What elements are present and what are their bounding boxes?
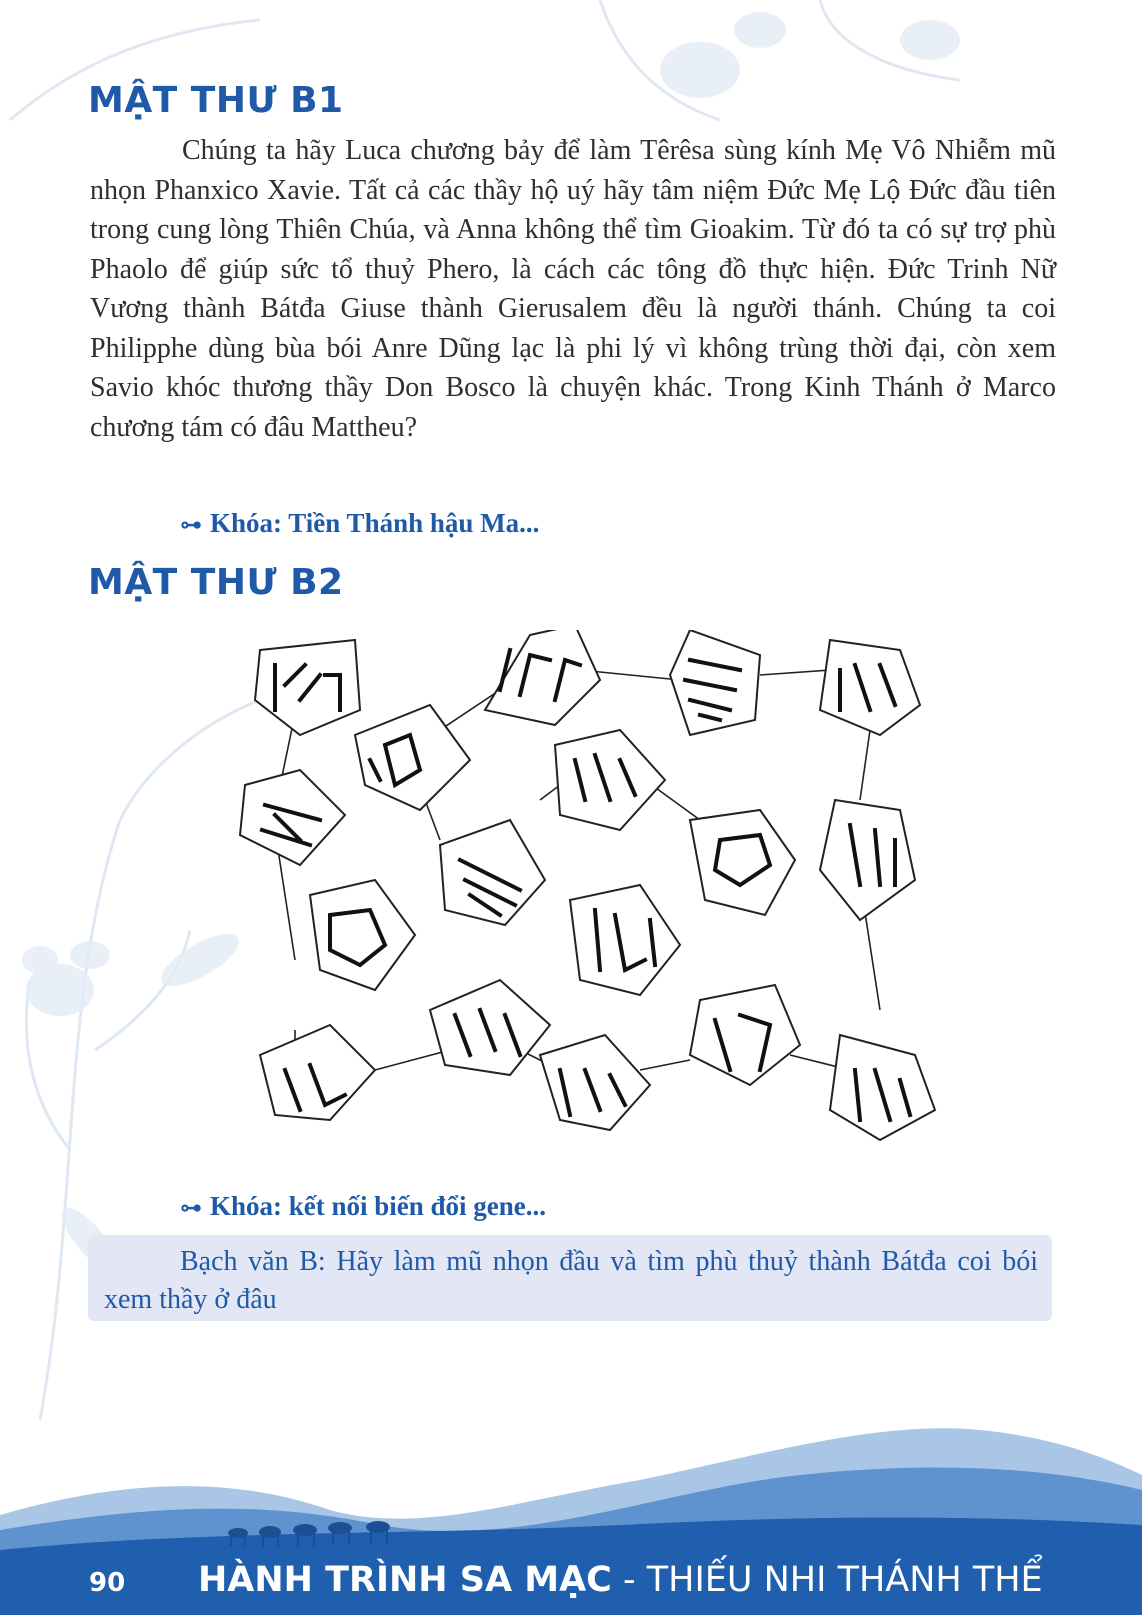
- key-icon: ⊶: [180, 1196, 202, 1221]
- footer-title-bold: HÀNH TRÌNH SA MẠC: [198, 1560, 612, 1600]
- key-icon: ⊶: [180, 513, 202, 538]
- section-title-b2: MẬT THƯ B2: [88, 562, 344, 603]
- footer-title-rest: - THIẾU NHI THÁNH THỂ: [611, 1560, 1043, 1600]
- answer-paragraph: [88, 1235, 1052, 1319]
- page-number: 90: [89, 1568, 126, 1598]
- key-hint-b1-text: Khóa: Tiền Thánh hậu Ma...: [210, 508, 540, 538]
- key-hint-b2: [180, 1191, 546, 1222]
- answer-text: Bạch văn B: Hãy làm mũ nhọn đầu và tìm phù thuỷ thành Bátđa coi bói xem thầy ở đâu: [104, 1246, 1038, 1315]
- cipher-body-b1: Chúng ta hãy Luca chương bảy để làm Têrêsa sùng kính Mẹ Vô Nhiễm mũ nhọn Phanxico Xavie. Tất cả các thầy hộ uý hãy tâm niệm Đức Mẹ Lộ Đức đầu tiên trong cung lòng Thiên Chúa, và Anna không thể tìm Gioakim. Từ đó ta có sự trợ phù Phaolo để giúp sức tổ thuỷ Phero, là cách các tông đồ thực hiện. Đức Trinh Nữ Vương thành Bátđa Giuse thành Gierusalem đều là người thánh. Chúng ta coi Philipphe dùng bùa bói Anre Dũng lạc là phi lý vì không trùng thời đại, còn xem Savio khóc thương thầy Don Bosco là chuyện khác. Trong Kinh Thánh ở Marco chương tám có đâu Mattheu?: [90, 135, 1056, 443]
- cipher-text-b1: [90, 131, 1056, 447]
- key-hint-b2-text: Khóa: kết nối biến đổi gene...: [210, 1191, 547, 1221]
- footer-book-title: [198, 1560, 1043, 1600]
- answer-box: [88, 1235, 1052, 1321]
- pentagon-cipher-puzzle: [0, 630, 1142, 1170]
- section-title-b1: MẬT THƯ B1: [88, 80, 344, 121]
- puzzle-pentagons: [240, 630, 935, 1140]
- key-hint-b1: [180, 508, 539, 539]
